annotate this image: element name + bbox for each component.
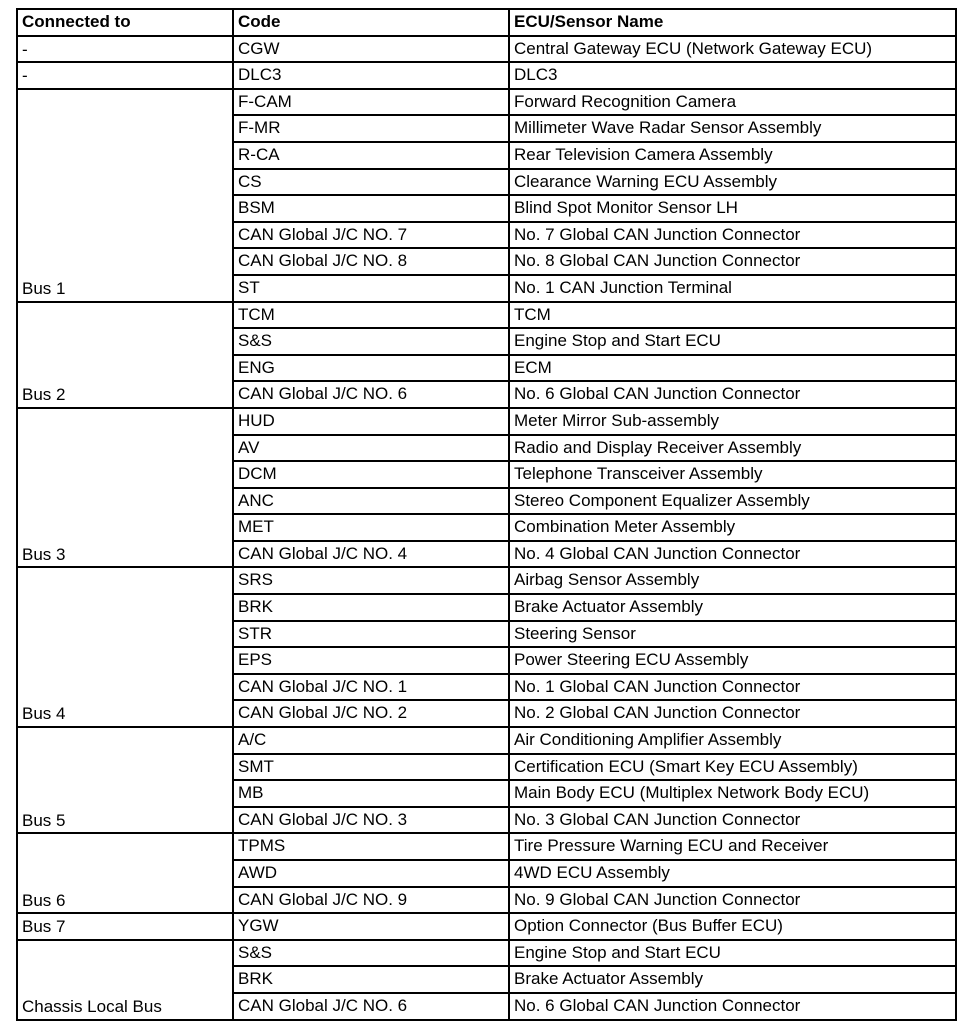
ecu-sensor-name-cell: Millimeter Wave Radar Sensor Assembly bbox=[509, 115, 956, 142]
table-row bbox=[17, 302, 956, 329]
header-ecu-sensor-name: ECU/Sensor Name bbox=[509, 9, 956, 36]
connected-to-cell: Bus 3 bbox=[17, 408, 233, 568]
code-cell: F-MR bbox=[233, 115, 509, 142]
ecu-sensor-name-cell: No. 1 Global CAN Junction Connector bbox=[509, 674, 956, 701]
ecu-sensor-name-cell: No. 6 Global CAN Junction Connector bbox=[509, 381, 956, 408]
connected-to-cell: - bbox=[17, 36, 233, 63]
table-body bbox=[17, 36, 956, 1020]
code-cell: CAN Global J/C NO. 6 bbox=[233, 381, 509, 408]
ecu-sensor-name-cell: Radio and Display Receiver Assembly bbox=[509, 435, 956, 462]
ecu-sensor-name-cell: Engine Stop and Start ECU bbox=[509, 328, 956, 355]
table-row bbox=[17, 89, 956, 116]
ecu-sensor-name-cell: Combination Meter Assembly bbox=[509, 514, 956, 541]
code-cell: AWD bbox=[233, 860, 509, 887]
connected-to-cell: Bus 6 bbox=[17, 833, 233, 913]
ecu-sensor-name-cell: Clearance Warning ECU Assembly bbox=[509, 169, 956, 196]
ecu-sensor-name-cell: TCM bbox=[509, 302, 956, 329]
code-cell: R-CA bbox=[233, 142, 509, 169]
code-cell: STR bbox=[233, 621, 509, 648]
code-cell: HUD bbox=[233, 408, 509, 435]
table-row bbox=[17, 62, 956, 89]
code-cell: CAN Global J/C NO. 2 bbox=[233, 700, 509, 727]
connected-to-cell: Bus 1 bbox=[17, 89, 233, 302]
connected-to-cell: Chassis Local Bus bbox=[17, 940, 233, 1020]
header-connected-to: Connected to bbox=[17, 9, 233, 36]
code-cell: DLC3 bbox=[233, 62, 509, 89]
ecu-sensor-name-cell: Meter Mirror Sub-assembly bbox=[509, 408, 956, 435]
table-row bbox=[17, 913, 956, 940]
code-cell: S&S bbox=[233, 328, 509, 355]
table-row bbox=[17, 727, 956, 754]
ecu-sensor-name-cell: Steering Sensor bbox=[509, 621, 956, 648]
ecu-sensor-name-cell: Power Steering ECU Assembly bbox=[509, 647, 956, 674]
ecu-sensor-name-cell: No. 4 Global CAN Junction Connector bbox=[509, 541, 956, 568]
ecu-sensor-name-cell: DLC3 bbox=[509, 62, 956, 89]
code-cell: CAN Global J/C NO. 9 bbox=[233, 887, 509, 914]
code-cell: CAN Global J/C NO. 3 bbox=[233, 807, 509, 834]
ecu-sensor-name-cell: Main Body ECU (Multiplex Network Body ECU) bbox=[509, 780, 956, 807]
code-cell: CS bbox=[233, 169, 509, 196]
ecu-sensor-name-cell: No. 9 Global CAN Junction Connector bbox=[509, 887, 956, 914]
ecu-sensor-name-cell: Brake Actuator Assembly bbox=[509, 594, 956, 621]
ecu-sensor-table bbox=[16, 8, 957, 1021]
connected-to-cell: Bus 7 bbox=[17, 913, 233, 940]
table-row bbox=[17, 408, 956, 435]
code-cell: MET bbox=[233, 514, 509, 541]
ecu-sensor-name-cell: Forward Recognition Camera bbox=[509, 89, 956, 116]
code-cell: F-CAM bbox=[233, 89, 509, 116]
ecu-sensor-table-container bbox=[16, 8, 957, 1021]
ecu-sensor-name-cell: ECM bbox=[509, 355, 956, 382]
table-row bbox=[17, 833, 956, 860]
code-cell: DCM bbox=[233, 461, 509, 488]
table-header bbox=[17, 9, 956, 36]
ecu-sensor-name-cell: Certification ECU (Smart Key ECU Assembly) bbox=[509, 754, 956, 781]
code-cell: CAN Global J/C NO. 7 bbox=[233, 222, 509, 249]
ecu-sensor-name-cell: Telephone Transceiver Assembly bbox=[509, 461, 956, 488]
ecu-sensor-name-cell: Central Gateway ECU (Network Gateway ECU) bbox=[509, 36, 956, 63]
ecu-sensor-name-cell: Stereo Component Equalizer Assembly bbox=[509, 488, 956, 515]
code-cell: YGW bbox=[233, 913, 509, 940]
header-row bbox=[17, 9, 956, 36]
ecu-sensor-name-cell: Engine Stop and Start ECU bbox=[509, 940, 956, 967]
code-cell: CAN Global J/C NO. 6 bbox=[233, 993, 509, 1020]
ecu-sensor-name-cell: 4WD ECU Assembly bbox=[509, 860, 956, 887]
code-cell: CAN Global J/C NO. 4 bbox=[233, 541, 509, 568]
ecu-sensor-name-cell: No. 6 Global CAN Junction Connector bbox=[509, 993, 956, 1020]
ecu-sensor-name-cell: Tire Pressure Warning ECU and Receiver bbox=[509, 833, 956, 860]
ecu-sensor-name-cell: No. 1 CAN Junction Terminal bbox=[509, 275, 956, 302]
code-cell: BRK bbox=[233, 594, 509, 621]
code-cell: A/C bbox=[233, 727, 509, 754]
code-cell: BSM bbox=[233, 195, 509, 222]
code-cell: CGW bbox=[233, 36, 509, 63]
connected-to-cell: - bbox=[17, 62, 233, 89]
code-cell: SRS bbox=[233, 567, 509, 594]
ecu-sensor-name-cell: Option Connector (Bus Buffer ECU) bbox=[509, 913, 956, 940]
code-cell: CAN Global J/C NO. 8 bbox=[233, 248, 509, 275]
connected-to-cell: Bus 2 bbox=[17, 302, 233, 408]
code-cell: BRK bbox=[233, 966, 509, 993]
code-cell: SMT bbox=[233, 754, 509, 781]
ecu-sensor-name-cell: Airbag Sensor Assembly bbox=[509, 567, 956, 594]
code-cell: ST bbox=[233, 275, 509, 302]
ecu-sensor-name-cell: No. 2 Global CAN Junction Connector bbox=[509, 700, 956, 727]
connected-to-cell: Bus 5 bbox=[17, 727, 233, 833]
table-row bbox=[17, 36, 956, 63]
code-cell: CAN Global J/C NO. 1 bbox=[233, 674, 509, 701]
code-cell: AV bbox=[233, 435, 509, 462]
code-cell: MB bbox=[233, 780, 509, 807]
ecu-sensor-name-cell: No. 3 Global CAN Junction Connector bbox=[509, 807, 956, 834]
ecu-sensor-name-cell: Brake Actuator Assembly bbox=[509, 966, 956, 993]
table-row bbox=[17, 567, 956, 594]
connected-to-cell: Bus 4 bbox=[17, 567, 233, 727]
table-row bbox=[17, 940, 956, 967]
ecu-sensor-name-cell: Rear Television Camera Assembly bbox=[509, 142, 956, 169]
code-cell: ENG bbox=[233, 355, 509, 382]
code-cell: ANC bbox=[233, 488, 509, 515]
code-cell: EPS bbox=[233, 647, 509, 674]
code-cell: S&S bbox=[233, 940, 509, 967]
code-cell: TPMS bbox=[233, 833, 509, 860]
ecu-sensor-name-cell: No. 8 Global CAN Junction Connector bbox=[509, 248, 956, 275]
ecu-sensor-name-cell: Blind Spot Monitor Sensor LH bbox=[509, 195, 956, 222]
ecu-sensor-name-cell: No. 7 Global CAN Junction Connector bbox=[509, 222, 956, 249]
ecu-sensor-name-cell: Air Conditioning Amplifier Assembly bbox=[509, 727, 956, 754]
header-code: Code bbox=[233, 9, 509, 36]
code-cell: TCM bbox=[233, 302, 509, 329]
